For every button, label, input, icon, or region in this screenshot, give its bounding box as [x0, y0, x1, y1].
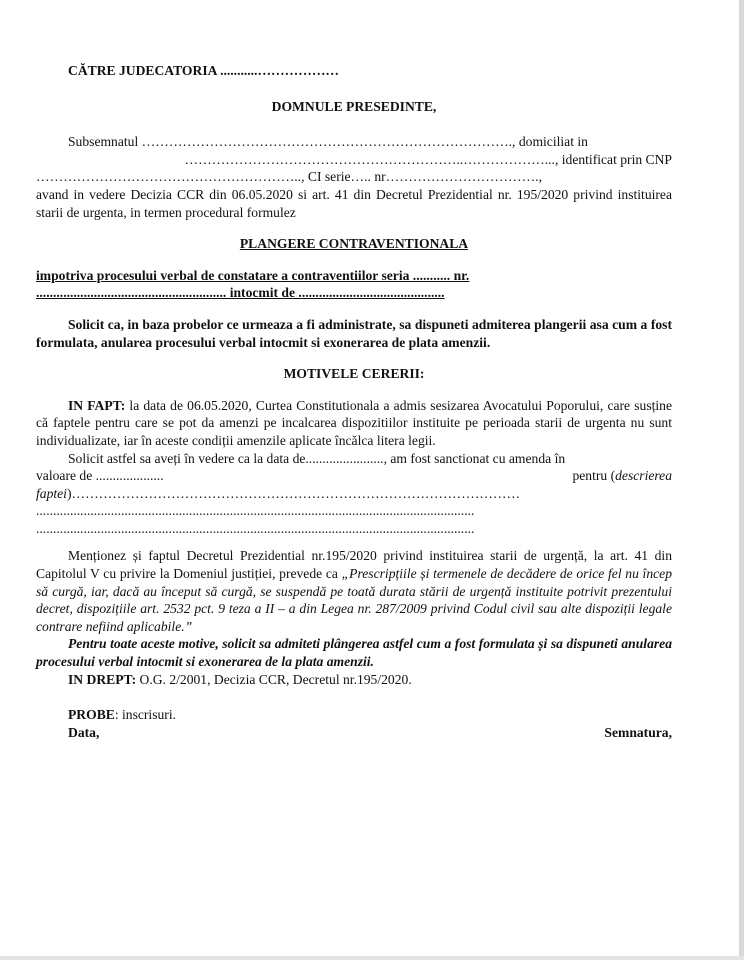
sanction-dots-2: .................................................................................................................................: [36, 520, 475, 536]
intro-line-3: ………………………………………………….., CI serie….. nr…………………………….,: [36, 169, 542, 185]
intro-line-2: ……………………………………………………..………………..., identificat prin CNP: [184, 151, 672, 167]
in-fapt-paragraph: [36, 397, 672, 450]
sanction-description-label: descrierea: [615, 468, 672, 484]
decree-mention-text: Menționez și faptul Decretul Prezidential nr.195/2020 privind instituirea starii de urgență, la art. 41 din Capitolul V cu privire la Domeniul justiției, prevede ca: [36, 548, 672, 582]
sanction-deed-label: faptei: [36, 485, 67, 501]
in-drept-paragraph: [36, 671, 672, 689]
probe-text: : inscrisuri.: [114, 707, 176, 723]
sanction-deed-dots: )………………………………………………………………………………………: [66, 485, 521, 501]
in-fapt-label: IN FAPT:: [68, 397, 126, 413]
salutation: DOMNULE PRESEDINTE,: [271, 98, 437, 114]
reasons-title: MOTIVELE CERERII:: [283, 366, 425, 382]
conclusion-paragraph: Pentru toate aceste motive, solicit sa admiteti plângerea astfel cum a fost formulata și sa dispuneti anularea procesului verbal intocmit si exonerarea de la plata amenzii.: [36, 636, 672, 670]
signature-row: [36, 724, 672, 742]
signature-label: Semnatura,: [604, 724, 672, 740]
sanction-amount: valoare de ....................: [36, 468, 164, 484]
against-report: [36, 267, 672, 302]
against-line-2: ........................................................ intocmit de ...........................................: [36, 285, 445, 301]
complaint-title: PLANGERE CONTRAVENTIONALA: [239, 236, 469, 252]
petitioner-intro: [36, 133, 672, 221]
against-line-1: impotriva procesului verbal de constatare a contraventiilor seria ........... nr.: [36, 267, 470, 283]
probe-line: [36, 706, 672, 724]
decree-quote: „Prescripțiile și termenele de decădere de orice fel nu încep să curgă, iar, dacă au început să curgă, se suspendă pe toată durata stării de urgență instituite potrivit prezentului decret, dispozițiile art. 2532 pct. 9 teza a II – a din Legea nr. 287/2009 privind Codul civil sau alte dispoziții legale contrare nefiind aplicabile.”: [36, 566, 672, 634]
page-edge-bottom: [0, 956, 744, 960]
date-label: Data,: [68, 724, 100, 740]
in-drept-text: O.G. 2/2001, Decizia CCR, Decretul nr.195/2020.: [136, 671, 412, 687]
decree-mention-paragraph: [36, 547, 672, 635]
sanction-line-3: [36, 485, 672, 503]
sanction-for-label: pentru (: [572, 468, 616, 484]
sanction-dots-1: .................................................................................................................................: [36, 503, 475, 519]
in-fapt-text: la data de 06.05.2020, Curtea Constitutionala a admis sesizarea Avocatului Poporului, care susține că faptele pentru care se pot da amenzi pe incalcarea dispozitiilor instituite pe perioada starii de urgenta nu sunt individualizate, iar în aceste condiții amenzile aplicate încălca litera legii.: [36, 397, 672, 448]
request-paragraph: Solicit ca, in baza probelor ce urmeaza a fi administrate, sa dispuneti admiterea plangerii asa cum a fost formulata, anularea procesului verbal intocmit si exonerarea de plata amenzii.: [36, 316, 672, 350]
sanction-line-2: [36, 467, 672, 485]
page-edge-right: [739, 0, 744, 960]
probe-label: PROBE: [68, 707, 115, 723]
intro-line-1: Subsemnatul ………………………………………………………………………., domiciliat in: [68, 134, 588, 150]
complaint-document: [36, 62, 672, 741]
sanction-section: [36, 450, 672, 538]
court-address: CĂTRE JUDECATORIA ...........………………: [68, 63, 340, 78]
intro-line-4: avand in vedere Decizia CCR din 06.05.2020 si art. 41 din Decretul Prezidential nr. 195/2020 privind instituirea starii de urgenta, in termen procedural formulez: [36, 186, 672, 220]
sanction-line-1: Solicit astfel sa aveți în vedere ca la data de......................., am fost sanctionat cu amenda în: [68, 450, 566, 466]
in-drept-label: IN DREPT:: [68, 671, 137, 687]
